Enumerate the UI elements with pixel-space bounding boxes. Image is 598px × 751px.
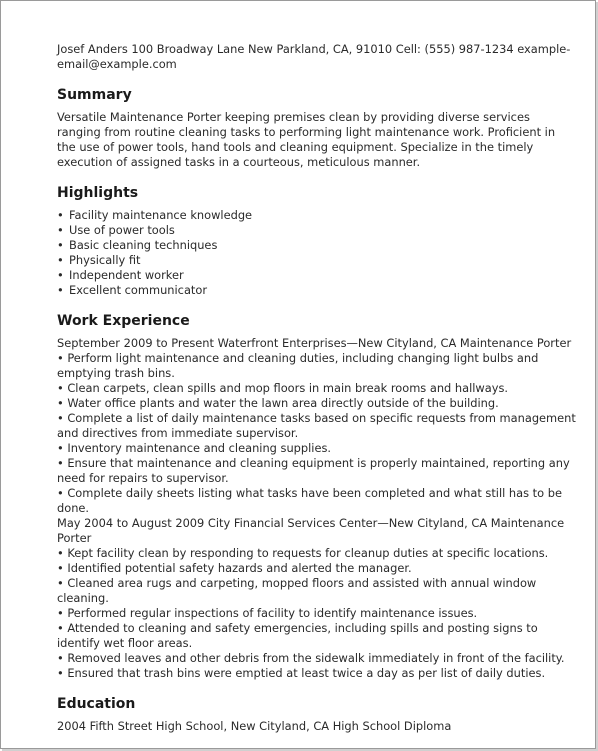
job-duty: • Ensure that maintenance and cleaning equipment is properly maintained, reporting any need for repairs to supervisor. [57,456,570,485]
job-duty: • Ensured that trash bins were emptied at least twice a day as per list of daily duties. [57,666,546,680]
experience-heading: Work Experience [57,313,190,329]
job-duty: • Attended to cleaning and safety emergencies, including spills and posting signs to identify wet floor areas. [57,621,538,650]
summary-text: Versatile Maintenance Porter keeping premises clean by providing diverse services ranging from routine cleaning tasks to performing light maintenance work. Proficient in the use of power tools, hand tools and cleaning equipment. Specialize in the timely execution of assigned tasks in a courteous, meticulous manner. [57,110,556,169]
highlight-item: • Facility maintenance knowledge [57,208,577,223]
job-entry [57,336,577,516]
job-duty: • Performed regular inspections of facility to identify maintenance issues. [57,606,478,620]
resume-content [57,42,577,734]
job-header: September 2009 to Present Waterfront Enterprises—New Cityland, CA Maintenance Porter [57,336,572,350]
job-duty: • Perform light maintenance and cleaning duties, including changing light bulbs and emptying trash bins. [57,351,539,380]
contact-info: Josef Anders 100 Broadway Lane New Parkland, CA, 91010 Cell: (555) 987-1234 example-email@example.com [57,42,571,71]
education-heading: Education [57,696,136,712]
experience-section [57,312,577,681]
job-duty: • Clean carpets, clean spills and mop floors in main break rooms and hallways. [57,381,509,395]
job-duty: • Removed leaves and other debris from the sidewalk immediately in front of the facility. [57,651,565,665]
job-duty: • Identified potential safety hazards and alerted the manager. [57,561,412,575]
job-duty: • Complete daily sheets listing what tasks have been completed and what still has to be done. [57,486,562,515]
job-entry [57,516,577,681]
job-duty: • Water office plants and water the lawn area directly outside of the building. [57,396,499,410]
job-duty: • Inventory maintenance and cleaning supplies. [57,441,332,455]
job-duty: • Complete a list of daily maintenance tasks based on specific requests from management and directives from immediate supervisor. [57,411,576,440]
highlights-section [57,184,577,298]
highlight-item: • Basic cleaning techniques [57,238,577,253]
highlights-list [57,208,577,298]
job-duty: • Cleaned area rugs and carpeting, mopped floors and assisted with annual window cleaning. [57,576,537,605]
highlight-item: • Independent worker [57,268,577,283]
job-duty: • Kept facility clean by responding to requests for cleanup duties at specific locations. [57,546,549,560]
job-header: May 2004 to August 2009 City Financial Services Center—New Cityland, CA Maintenance Porter [57,516,565,545]
highlight-item: • Use of power tools [57,223,577,238]
highlight-item: • Physically fit [57,253,577,268]
summary-heading: Summary [57,87,132,103]
education-section [57,695,577,734]
summary-section [57,86,577,170]
highlight-item: • Excellent communicator [57,283,577,298]
education-text: 2004 Fifth Street High School, New Cityland, CA High School Diploma [57,719,452,733]
highlights-heading: Highlights [57,185,139,201]
